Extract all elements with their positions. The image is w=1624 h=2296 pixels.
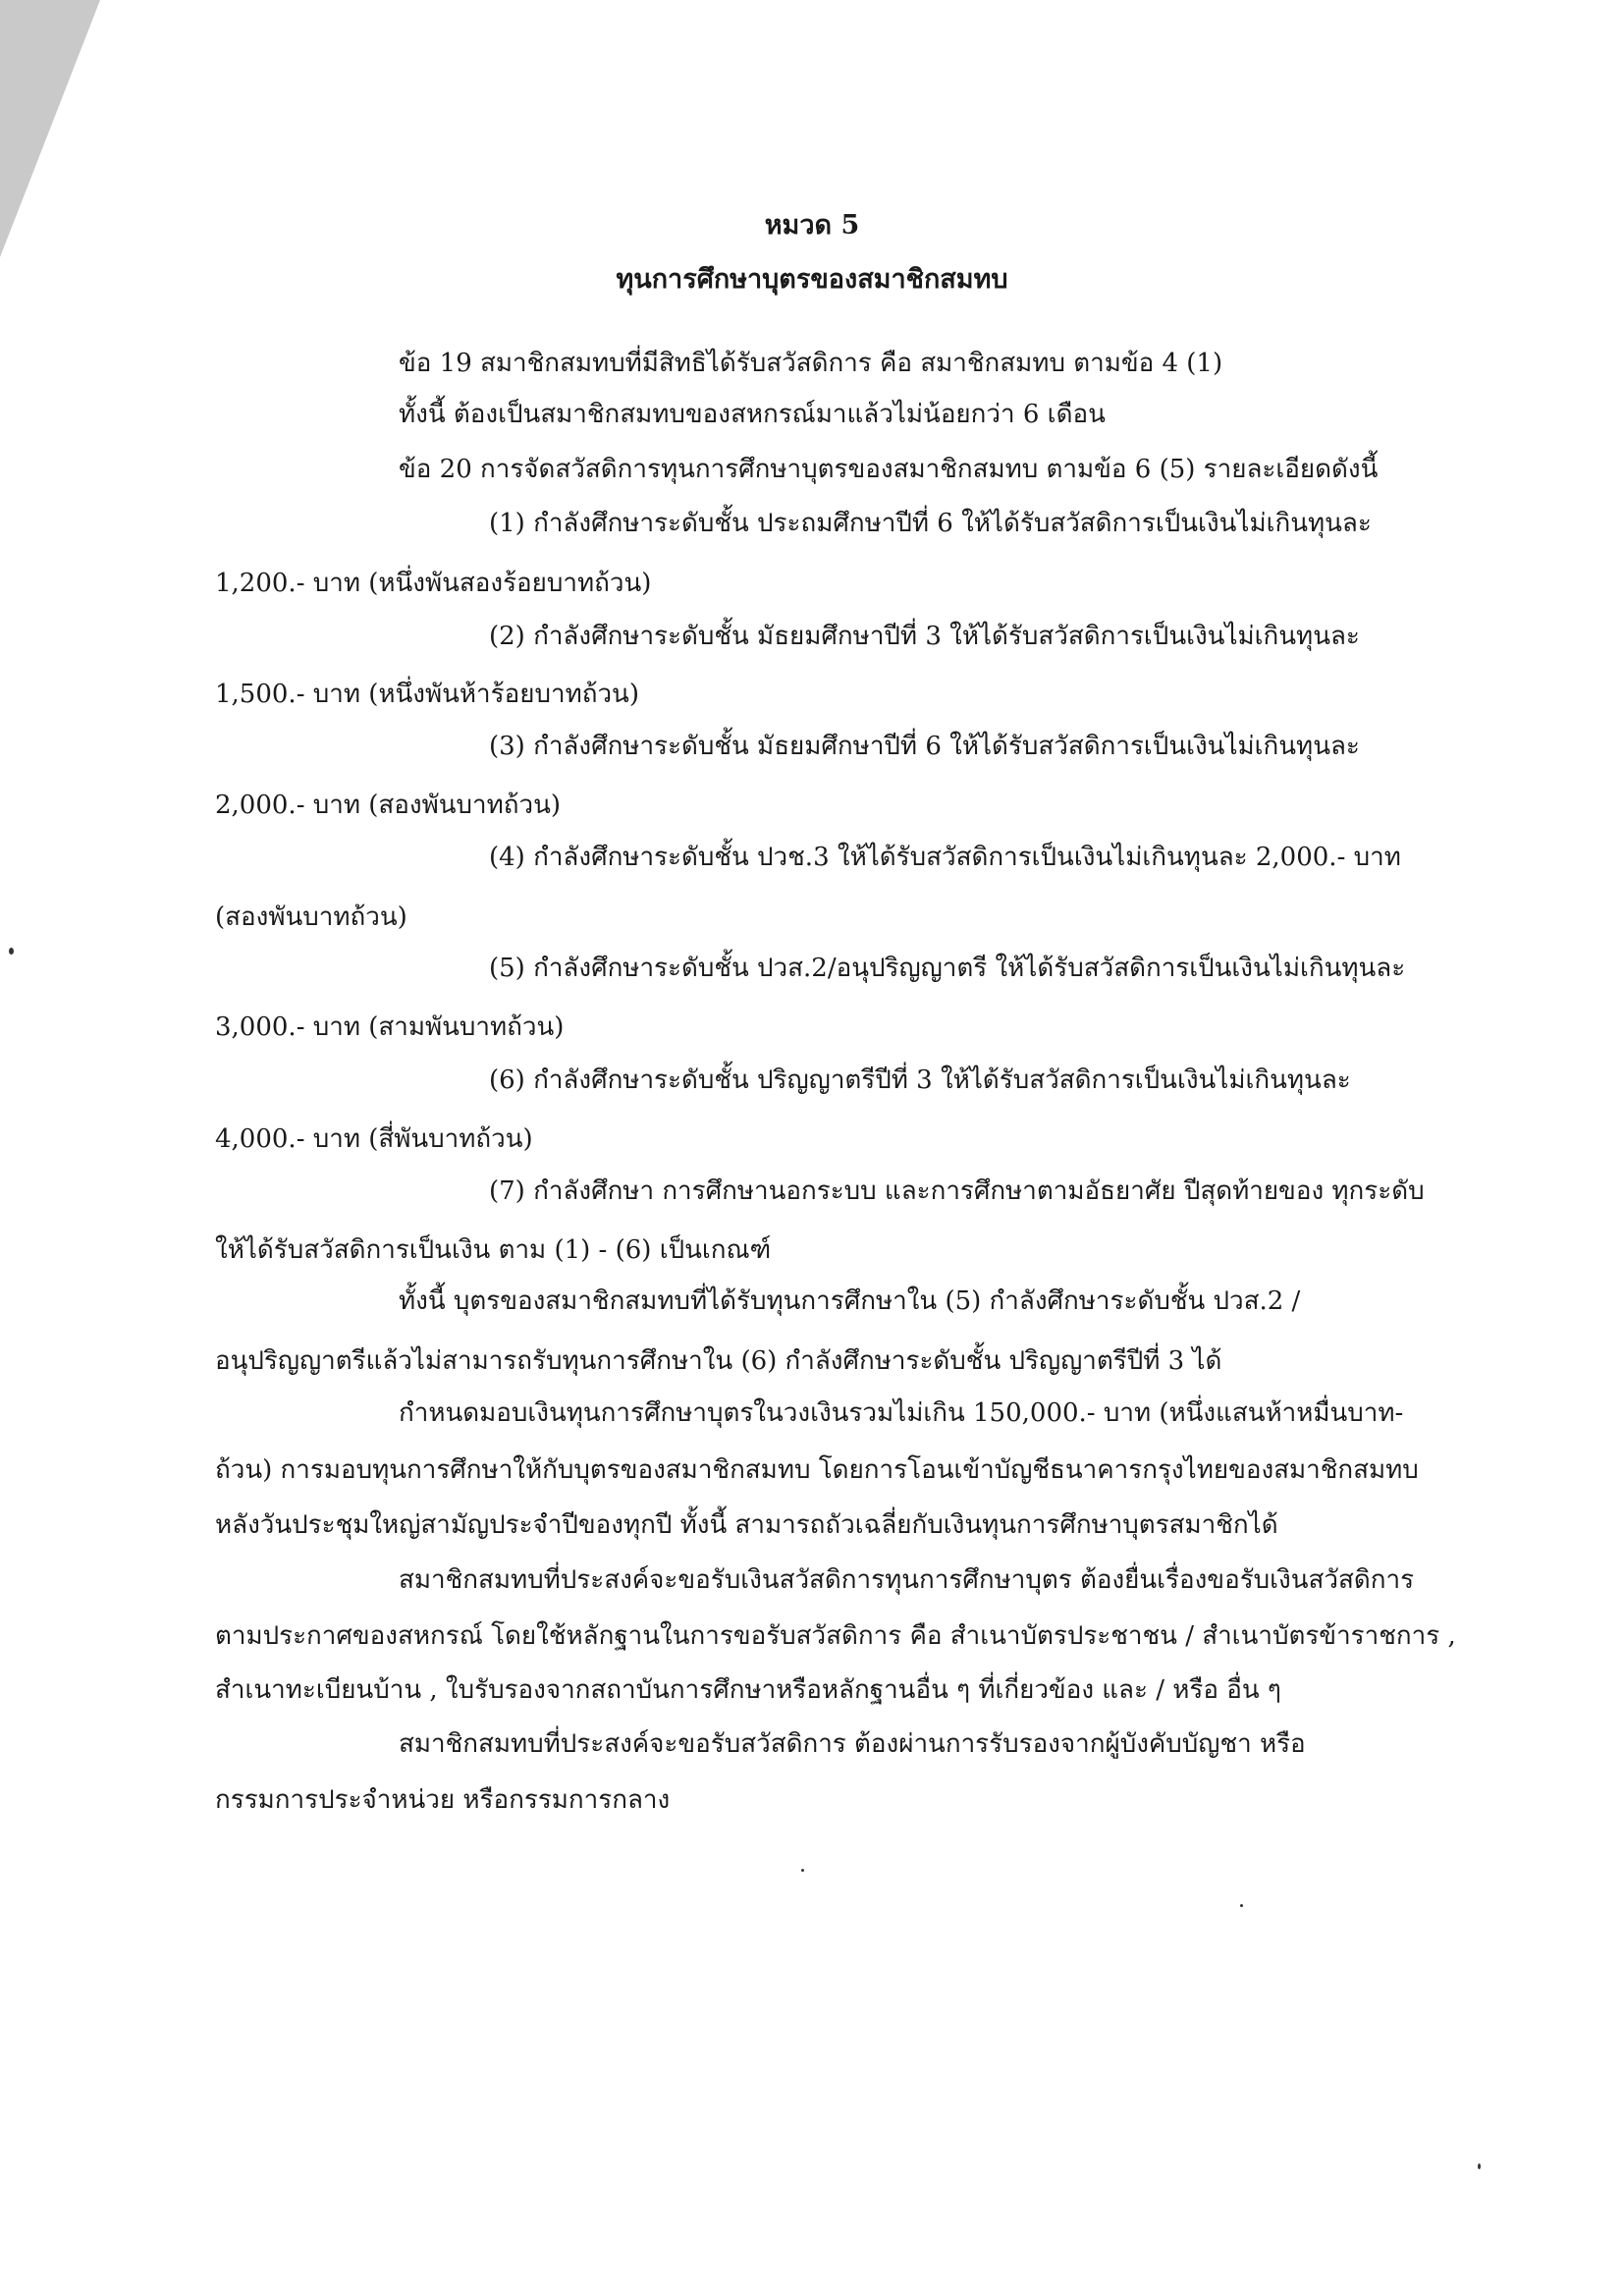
chapter-title: ทุนการศึกษาบุตรของสมาชิกสมทบ	[616, 264, 1008, 295]
application-line-2: ตามประกาศของสหกรณ์ โดยใช้หลักฐานในการขอรับสวัสดิการ คือ สำเนาบัตรประชาชน / สำเนาบัตรข้าราชการ ,	[215, 1621, 1456, 1651]
item-5-line-2: 3,000.- บาท (สามพันบาทถ้วน)	[215, 1012, 565, 1042]
item-5-line-1: (5) กำลังศึกษาระดับชั้น ปวส.2/อนุปริญญาตรี ให้ได้รับสวัสดิการเป็นเงินไม่เกินทุนละ	[489, 954, 1406, 983]
item-4-line-1: (4) กำลังศึกษาระดับชั้น ปวช.3 ให้ได้รับสวัสดิการเป็นเงินไม่เกินทุนละ 2,000.- บาท	[489, 843, 1401, 872]
scan-speck	[1478, 2163, 1481, 2169]
item-3-line-2: 2,000.- บาท (สองพันบาทถ้วน)	[215, 791, 561, 820]
item-6-line-2: 4,000.- บาท (สี่พันบาทถ้วน)	[215, 1124, 533, 1154]
scan-speck	[9, 948, 14, 955]
certification-line-2: กรรมการประจำหน่วย หรือกรรมการกลาง	[215, 1785, 671, 1815]
certification-line-1: สมาชิกสมทบที่ประสงค์จะขอรับสวัสดิการ ต้องผ่านการรับรองจากผู้บังคับบัญชา หรือ	[399, 1729, 1306, 1759]
item-1-line-2: 1,200.- บาท (หนึ่งพันสองร้อยบาทถ้วน)	[215, 569, 652, 598]
item-7-line-1: (7) กำลังศึกษา การศึกษานอกระบบ และการศึกษาตามอัธยาศัย ปีสุดท้ายของ ทุกระดับ	[489, 1176, 1425, 1206]
item-3-line-1: (3) กำลังศึกษาระดับชั้น มัธยมศึกษาปีที่ 6 ให้ได้รับสวัสดิการเป็นเงินไม่เกินทุนละ	[489, 732, 1360, 761]
item-4-line-2: (สองพันบาทถ้วน)	[215, 902, 407, 932]
application-line-3: สำเนาทะเบียนบ้าน , ใบรับรองจากสถาบันการศึกษาหรือหลักฐานอื่น ๆ ที่เกี่ยวข้อง และ / หรือ อื่น ๆ	[215, 1675, 1281, 1705]
item-6-line-1: (6) กำลังศึกษาระดับชั้น ปริญญาตรีปีที่ 3 ให้ได้รับสวัสดิการเป็นเงินไม่เกินทุนละ	[489, 1066, 1351, 1095]
chapter-heading: หมวด 5	[764, 210, 860, 241]
clause-19-line-2: ทั้งนี้ ต้องเป็นสมาชิกสมทบของสหกรณ์มาแล้วไม่น้อยกว่า 6 เดือน	[399, 400, 1106, 429]
note-line-1: ทั้งนี้ บุตรของสมาชิกสมทบที่ได้รับทุนการศึกษาใน (5) กำลังศึกษาระดับชั้น ปวส.2 /	[399, 1286, 1301, 1316]
application-line-1: สมาชิกสมทบที่ประสงค์จะขอรับเงินสวัสดิการทุนการศึกษาบุตร ต้องยื่นเรื่องขอรับเงินสวัสดิการ	[399, 1565, 1415, 1595]
budget-line-3: หลังวันประชุมใหญ่สามัญประจำปีของทุกปี ทั้งนี้ สามารถถัวเฉลี่ยกับเงินทุนการศึกษาบุตรสมาชิกได้	[215, 1510, 1278, 1540]
budget-line-2: ถ้วน) การมอบทุนการศึกษาให้กับบุตรของสมาชิกสมทบ โดยการโอนเข้าบัญชีธนาคารกรุงไทยของสมาชิกสมทบ	[215, 1455, 1419, 1485]
scan-speck	[1240, 1904, 1243, 1907]
budget-line-1: กำหนดมอบเงินทุนการศึกษาบุตรในวงเงินรวมไม่เกิน 150,000.- บาท (หนึ่งแสนห้าหมื่นบาท-	[399, 1398, 1404, 1428]
note-line-2: อนุปริญญาตรีแล้วไม่สามารถรับทุนการศึกษาใน (6) กำลังศึกษาระดับชั้น ปริญญาตรีปีที่ 3 ได้	[215, 1346, 1222, 1376]
clause-19-line-1: ข้อ 19 สมาชิกสมทบที่มีสิทธิได้รับสวัสดิการ คือ สมาชิกสมทบ ตามข้อ 4 (1)	[399, 349, 1223, 378]
item-2-line-2: 1,500.- บาท (หนึ่งพันห้าร้อยบาทถ้วน)	[215, 680, 639, 709]
item-2-line-1: (2) กำลังศึกษาระดับชั้น มัธยมศึกษาปีที่ 3 ให้ได้รับสวัสดิการเป็นเงินไม่เกินทุนละ	[489, 622, 1360, 651]
clause-20-heading: ข้อ 20 การจัดสวัสดิการทุนการศึกษาบุตรของสมาชิกสมทบ ตามข้อ 6 (5) รายละเอียดดังนี้	[399, 455, 1379, 484]
item-7-line-2: ให้ได้รับสวัสดิการเป็นเงิน ตาม (1) - (6) เป็นเกณฑ์	[215, 1235, 772, 1265]
item-1-line-1: (1) กำลังศึกษาระดับชั้น ประถมศึกษาปีที่ 6 ให้ได้รับสวัสดิการเป็นเงินไม่เกินทุนละ	[489, 509, 1372, 538]
scan-speck	[801, 1869, 804, 1872]
